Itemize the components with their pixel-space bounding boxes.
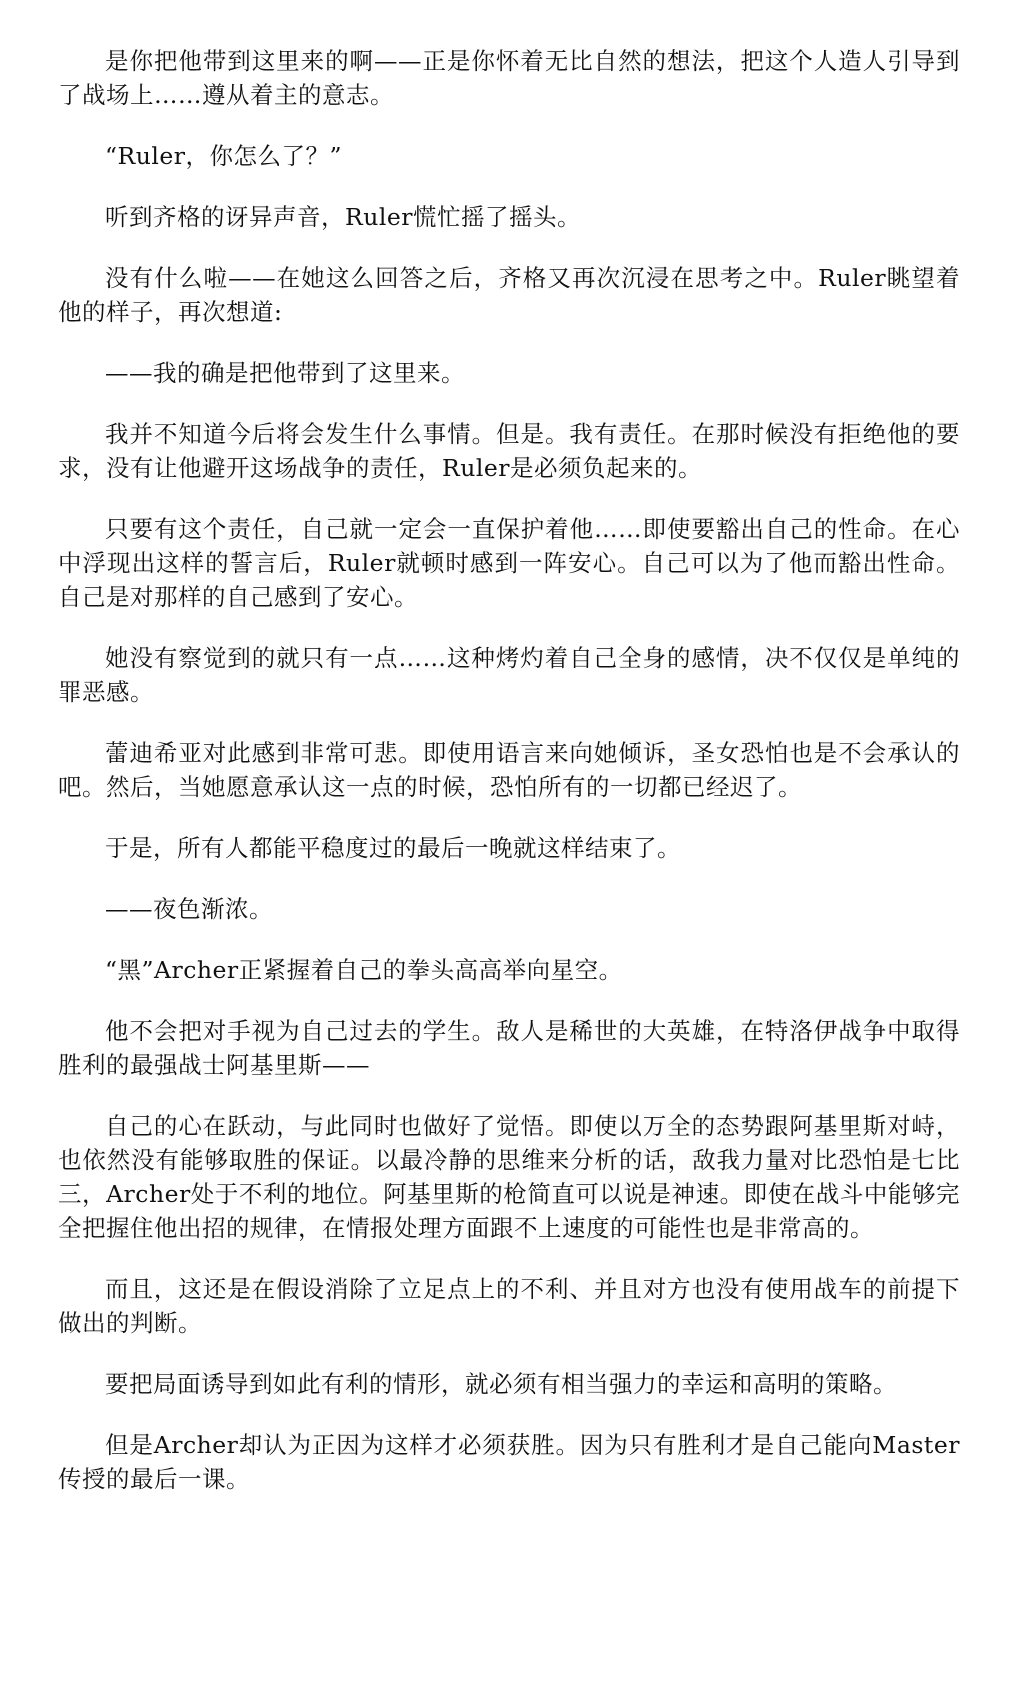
paragraph-3: 听到齐格的讶异声音，Ruler慌忙摇了摇头。 [105, 203, 581, 231]
paragraph-8: 她没有察觉到的就只有一点……这种烤灼着自己全身的感情，决不仅仅是单纯的罪恶感。 [58, 644, 960, 706]
paragraph-13: 他不会把对手视为自己过去的学生。敌人是稀世的大英雄，在特洛伊战争中取得胜利的最强战士阿基里斯—— [58, 1017, 960, 1079]
paragraph-17: 但是Archer却认为正因为这样才必须获胜。因为只有胜利才是自己能向Master传授的最后一课。 [58, 1431, 960, 1493]
paragraph-10: 于是，所有人都能平稳度过的最后一晚就这样结束了。 [105, 834, 681, 862]
paragraph-11: ——夜色渐浓。 [105, 895, 273, 923]
paragraph-7: 只要有这个责任，自己就一定会一直保护着他……即使要豁出自己的性命。在心中浮现出这样的誓言后，Ruler就顿时感到一阵安心。自己可以为了他而豁出性命。自己是对那样的自己感到了安心。 [58, 515, 960, 611]
paragraph-16: 要把局面诱导到如此有利的情形，就必须有相当强力的幸运和高明的策略。 [105, 1370, 897, 1398]
paragraph-6: 我并不知道今后将会发生什么事情。但是。我有责任。在那时候没有拒绝他的要求，没有让他避开这场战争的责任，Ruler是必须负起来的。 [58, 420, 960, 482]
paragraph-4: 没有什么啦——在她这么回答之后，齐格又再次沉浸在思考之中。Ruler眺望着他的样子，再次想道: [58, 264, 960, 326]
paragraph-15: 而且，这还是在假设消除了立足点上的不利、并且对方也没有使用战车的前提下做出的判断。 [58, 1275, 960, 1337]
paragraph-9: 蕾迪希亚对此感到非常可悲。即使用语言来向她倾诉，圣女恐怕也是不会承认的吧。然后，当她愿意承认这一点的时候，恐怕所有的一切都已经迟了。 [58, 739, 960, 801]
paragraph-5: ——我的确是把他带到了这里来。 [105, 359, 465, 387]
paragraph-14: 自己的心在跃动，与此同时也做好了觉悟。即使以万全的态势跟阿基里斯对峙，也依然没有能够取胜的保证。以最冷静的思维来分析的话，敌我力量对比恐怕是七比三，Archer处于不利的地位。阿基里斯的枪简直可以说是神速。即使在战斗中能够完全把握住他出招的规律，在情报处理方面跟不上速度的可能性也是非常高的。 [58, 1112, 960, 1242]
paragraph-2: “Ruler，你怎么了？” [105, 142, 343, 170]
paragraph-12: “黑”Archer正紧握着自己的拳头高高举向星空。 [105, 956, 623, 984]
paragraph-1: 是你把他带到这里来的啊——正是你怀着无比自然的想法，把这个人造人引导到了战场上……遵从着主的意志。 [58, 47, 960, 109]
